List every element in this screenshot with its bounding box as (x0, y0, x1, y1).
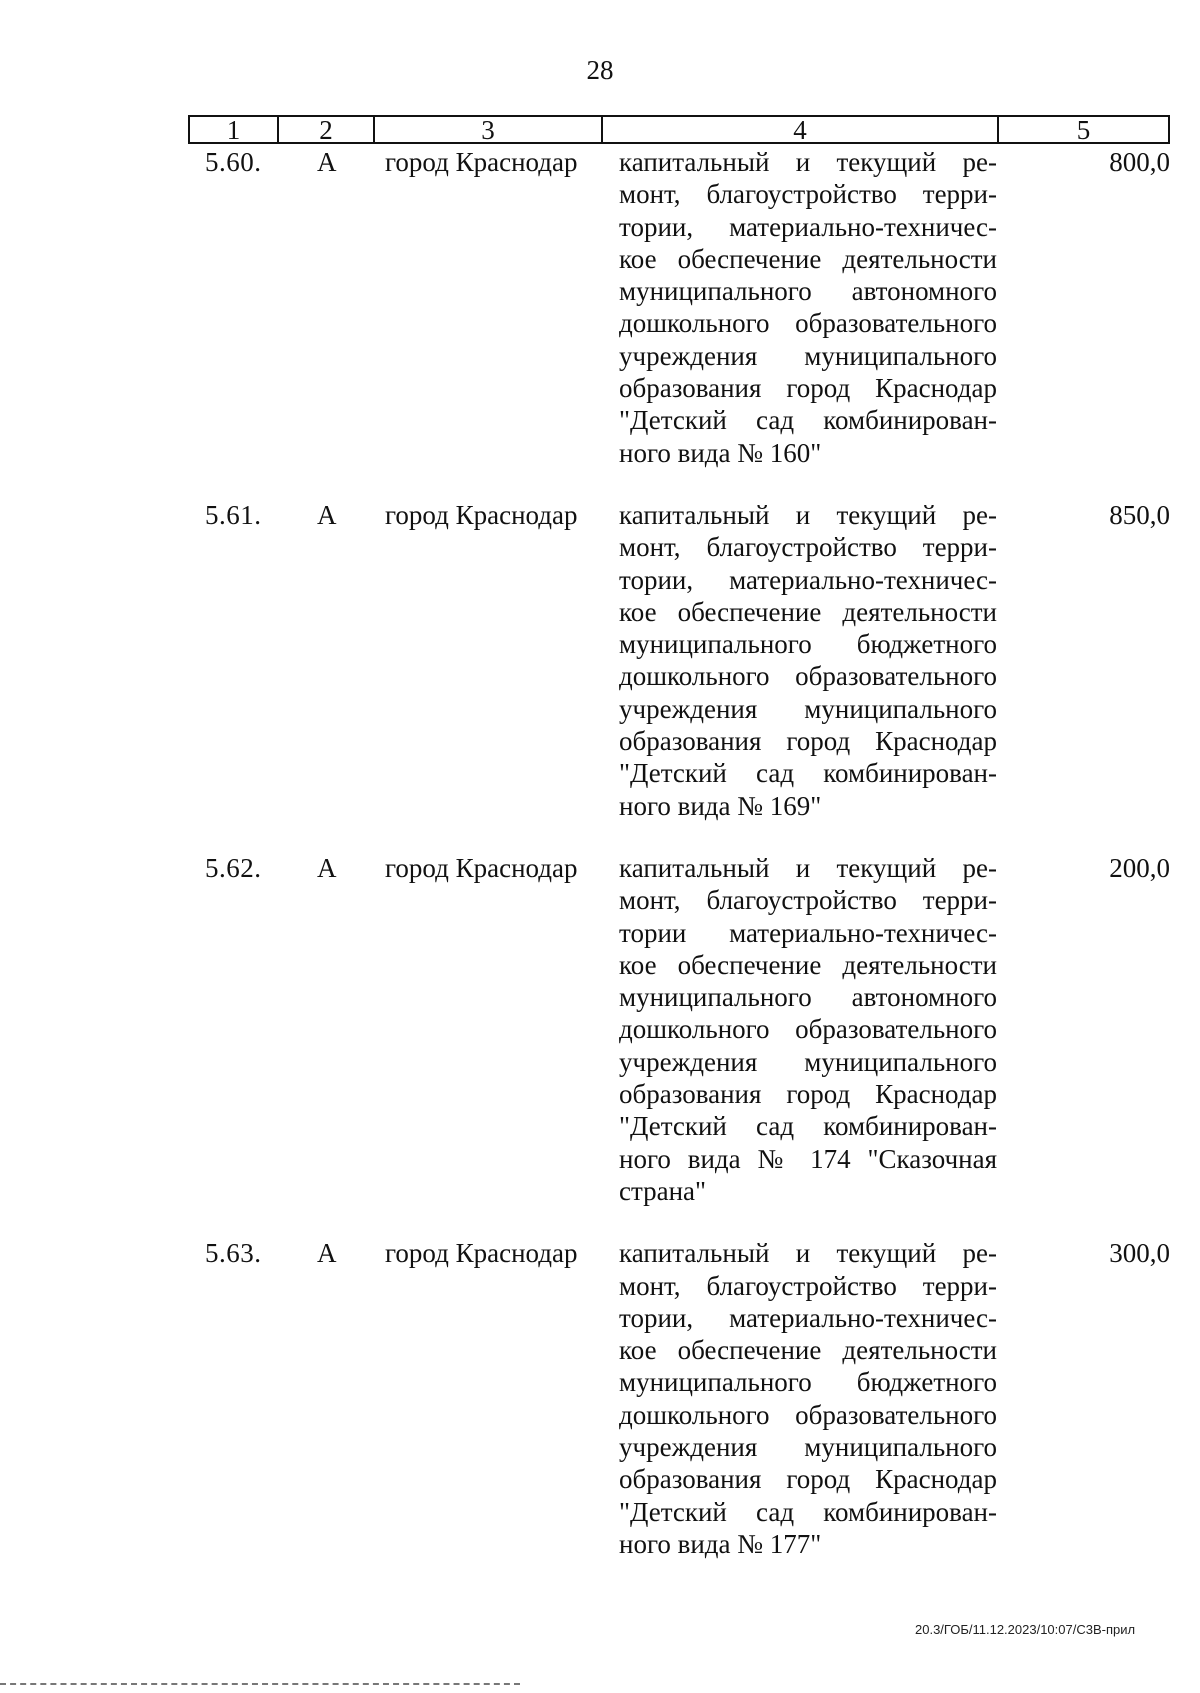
page-number: 28 (586, 55, 614, 85)
row-location: город Краснодар (385, 147, 578, 177)
description-line: ного вида № 177" (619, 1528, 822, 1559)
description-line: тории, материально-техничес- (619, 211, 997, 242)
row-number: 5.63. (205, 1238, 262, 1269)
description-line: муниципального бюджетного (619, 1367, 997, 1398)
column-header-1: 1 (190, 117, 279, 142)
description-line: тории, материально-техничес- (619, 1302, 997, 1333)
description-line: учреждения муниципального (619, 693, 997, 724)
row-amount: 850,0 (1109, 499, 1170, 530)
scan-edge-divider (0, 1683, 520, 1685)
row-amount: 200,0 (1109, 852, 1170, 883)
description-line: монт, благоустройство терри- (619, 179, 997, 210)
row-number: 5.62. (205, 852, 262, 883)
table-row (188, 499, 1170, 822)
row-number: 5.61. (205, 499, 262, 530)
description-line: учреждения муниципального (619, 340, 997, 371)
row-category: А (317, 1238, 337, 1269)
row-description (619, 499, 997, 822)
description-line: кое обеспечение деятельности (619, 243, 997, 274)
table-row (188, 852, 1170, 1207)
description-line: страна" (619, 1175, 707, 1206)
table-row (188, 1237, 1170, 1560)
row-amount: 800,0 (1109, 147, 1170, 177)
row-location: город Краснодар (385, 1238, 578, 1269)
row-amount: 300,0 (1109, 1238, 1170, 1269)
description-line: дошкольного образовательного (619, 1014, 997, 1045)
description-line: дошкольного образовательного (619, 308, 997, 339)
description-line: "Детский сад комбинирован- (619, 758, 997, 789)
table-header (188, 115, 1170, 144)
description-line: ного вида № 169" (619, 790, 822, 821)
description-line: учреждения муниципального (619, 1431, 997, 1462)
description-line: монт, благоустройство терри- (619, 532, 997, 563)
description-line: "Детский сад комбинирован- (619, 405, 997, 436)
document-registration-code: 20.3/ГОБ/11.12.2023/10:07/С3В-прил (915, 1622, 1136, 1637)
row-category: А (317, 852, 337, 883)
column-header-2: 2 (279, 117, 375, 142)
description-line: тории материально-техничес- (619, 917, 997, 948)
row-description (619, 852, 997, 1207)
description-line: "Детский сад комбинирован- (619, 1496, 997, 1527)
description-line: образования город Краснодар (619, 1079, 997, 1110)
row-location: город Краснодар (385, 852, 578, 883)
description-line: дошкольного образовательного (619, 661, 997, 692)
description-line: ного вида № 174 "Сказочная (619, 1143, 997, 1174)
row-location: город Краснодар (385, 499, 578, 530)
description-line: муниципального бюджетного (619, 629, 997, 660)
row-category: А (317, 499, 337, 530)
table-body (188, 146, 1170, 1560)
description-line: учреждения муниципального (619, 1046, 997, 1077)
description-line: дошкольного образовательного (619, 1399, 997, 1430)
row-description (619, 146, 997, 469)
description-line: ного вида № 160" (619, 437, 822, 468)
description-line: капитальный и текущий ре- (619, 852, 997, 883)
description-line: кое обеспечение деятельности (619, 1335, 997, 1366)
description-line: тории, материально-техничес- (619, 564, 997, 595)
description-line: муниципального автономного (619, 276, 997, 307)
description-line: капитальный и текущий ре- (619, 1238, 997, 1269)
row-number: 5.60. (205, 147, 262, 177)
table-row (188, 146, 1170, 469)
row-category: А (317, 147, 337, 177)
description-line: монт, благоустройство терри- (619, 885, 997, 916)
description-line: образования город Краснодар (619, 726, 997, 757)
description-line: капитальный и текущий ре- (619, 499, 997, 530)
description-line: кое обеспечение деятельности (619, 949, 997, 980)
description-line: "Детский сад комбинирован- (619, 1111, 997, 1142)
description-line: кое обеспечение деятельности (619, 596, 997, 627)
column-header-4: 4 (603, 117, 999, 142)
description-line: образования город Краснодар (619, 1464, 997, 1495)
description-line: муниципального автономного (619, 982, 997, 1013)
description-line: капитальный и текущий ре- (619, 147, 997, 177)
row-description (619, 1237, 997, 1560)
column-header-3: 3 (375, 117, 603, 142)
description-line: образования город Краснодар (619, 373, 997, 404)
description-line: монт, благоустройство терри- (619, 1270, 997, 1301)
column-header-5: 5 (1076, 115, 1091, 145)
